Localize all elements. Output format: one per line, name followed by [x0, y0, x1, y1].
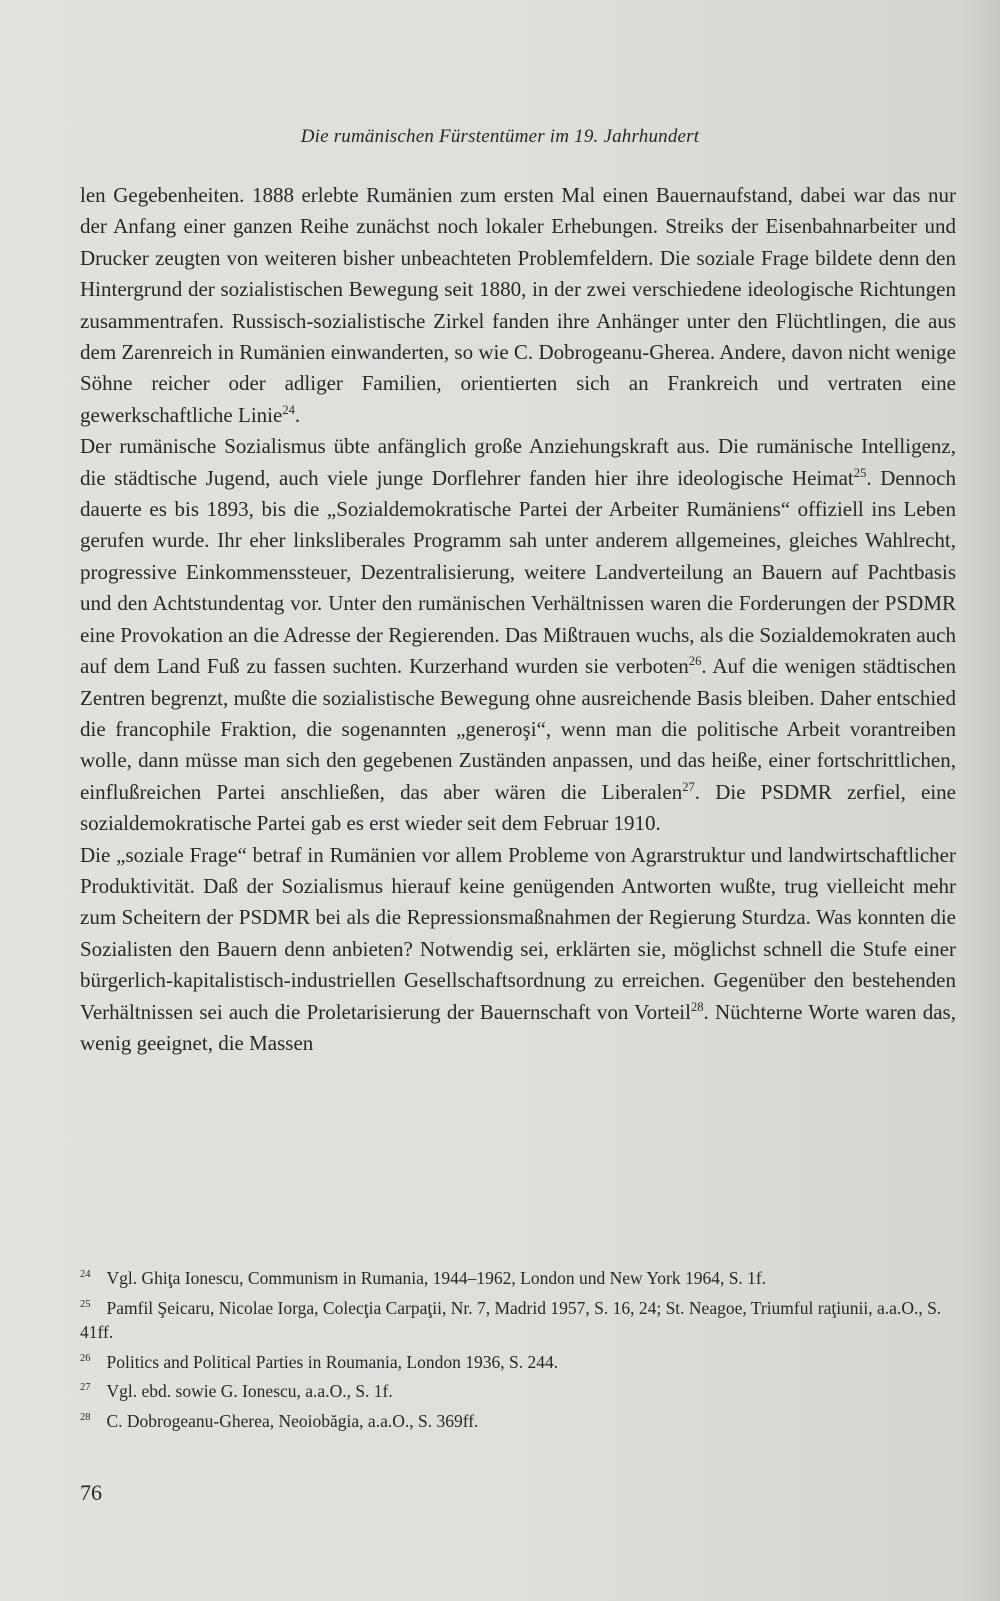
footnote-number: 25	[80, 1298, 91, 1310]
page-edge-shadow	[960, 0, 1000, 1601]
footnote-ref-28[interactable]: 28	[690, 999, 704, 1014]
footnotes	[80, 1263, 956, 1436]
footnote-ref-24[interactable]: 24	[282, 402, 295, 417]
body-text	[80, 180, 956, 1059]
footnote-25	[80, 1293, 956, 1344]
paragraph-2: Der rumänische Sozialismus übte anfänglich große Anziehungskraft aus. Die rumänische Intelligenz, die städtische Jugend, auch viele junge Dorflehrer fanden hier ihre ideologische Heimat$^{25}$. Dennoch dauerte es bis 1893, bis die „Sozialdemokratische Partei der Arbeiter Rumäniens“ offiziell ins Leben gerufen wurde. Ihr eher linksliberales Programm sah unter anderem allgemeines, gleiches Wahlrecht, progressive Einkommenssteuer, Dezentralisierung, weitere Landverteilung an Bauern auf Pachtbasis und den Achtstundentag vor. Unter den rumänischen Verhältnissen waren die Forderungen der PSDMR eine Provokation an die Adresse der Regierenden. Das Mißtrauen wuchs, als die Sozialdemokraten auch auf dem Land Fuß zu fassen suchten. Kurzerhand wurden sie verboten$^{26}$. Auf die wenigen städtischen Zentren begrenzt, mußte die sozialistische Bewegung ohne ausreichende Basis bleiben. Daher entschied die francophile Fraktion, die sogenannten „generoşi“, wenn man die politische Arbeit vorantreiben wolle, dann müsse man sich den gegebenen Zuständen anpassen, und das heiße, einer fortschrittlichen, einflußreichen Partei anschließen, das aber wären die Liberalen$^{27}$. Die PSDMR zerfiel, eine sozialdemokratische Partei gab es erst wieder seit dem Februar 1910.	[80, 434, 957, 836]
running-title: Die rumänischen Fürstentümer im 19. Jahrhundert	[300, 126, 700, 147]
footnote-text: C. Dobrogeanu-Gherea, Neoiobăgia, a.a.O., S. 369ff.	[106, 1411, 479, 1432]
footnote-text: Politics and Political Parties in Roumania, London 1936, S. 244.	[106, 1351, 559, 1372]
footnote-number: 28	[80, 1412, 91, 1424]
footnote-ref-27[interactable]: 27	[682, 779, 695, 794]
footnote-number: 27	[80, 1382, 91, 1394]
paragraph-3: Die „soziale Frage“ betraf in Rumänien vor allem Probleme von Agrarstruktur und landwirtschaftlicher Produktivität. Daß der Sozialismus hierauf keine genügenden Antworten wußte, trug vielleicht mehr zum Scheitern der PSDMR bei als die Repressionsmaßnahmen der Regierung Sturdza. Was konnten die Sozialisten den Bauern denn anbieten? Notwendig sei, erklärten sie, möglichst schnell die Stufe einer bürgerlich-kapitalistisch-industriellen Gesellschaftsordnung zu erreichen. Gegenüber den bestehenden Verhältnissen sei auch die Proletarisierung der Bauernschaft von Vorteil$^{28}$. Nüchterne Worte waren das, wenig geeignet, die Massen	[80, 842, 956, 1055]
footnote-26	[80, 1347, 956, 1374]
footnote-text: Vgl. Ghiţa Ionescu, Communism in Rumania, 1944–1962, London und New York 1964, S. 1f.	[106, 1267, 767, 1288]
footnote-number: 24	[80, 1269, 91, 1280]
footnote-24	[80, 1263, 956, 1290]
footnote-text: Vgl. ebd. sowie G. Ionescu, a.a.O., S. 1f.	[106, 1381, 393, 1402]
footnote-ref-26[interactable]: 26	[688, 654, 702, 669]
footnote-text: Pamfil Şeicaru, Nicolae Iorga, Colecţia Carpaţii, Nr. 7, Madrid 1957, S. 16, 24; St. Neagoe, Triumful raţiunii, a.a.O., S. 41ff.	[80, 1297, 942, 1342]
footnote-28	[80, 1406, 956, 1433]
footnote-number: 26	[80, 1352, 91, 1364]
footnote-27	[80, 1376, 956, 1403]
paragraph-1: len Gegebenheiten. 1888 erlebte Rumänien zum ersten Mal einen Bauernaufstand, dabei war das nur der Anfang einer ganzen Reihe zunächst noch lokaler Erhebungen. Streiks der Eisenbahnarbeiter und Drucker zeugten von weiteren bisher unbeachteten Problemfeldern. Die soziale Frage bildete denn den Hintergrund der sozialistischen Bewegung seit 1880, in der zwei verschiedene ideologische Richtungen zusammentrafen. Russisch-sozialistische Zirkel fanden ihre Anhänger unter den Flüchtlingen, die aus dem Zarenreich in Rumänien einwanderten, so wie C. Dobrogeanu-Gherea. Andere, davon nicht wenige Söhne reicher oder adliger Familien, orientierten sich an Frankreich und vertraten eine gewerkschaftliche Linie$^{24}$.	[80, 183, 956, 427]
page-number: 76	[80, 1480, 102, 1505]
footnote-ref-25[interactable]: 25	[853, 465, 867, 480]
